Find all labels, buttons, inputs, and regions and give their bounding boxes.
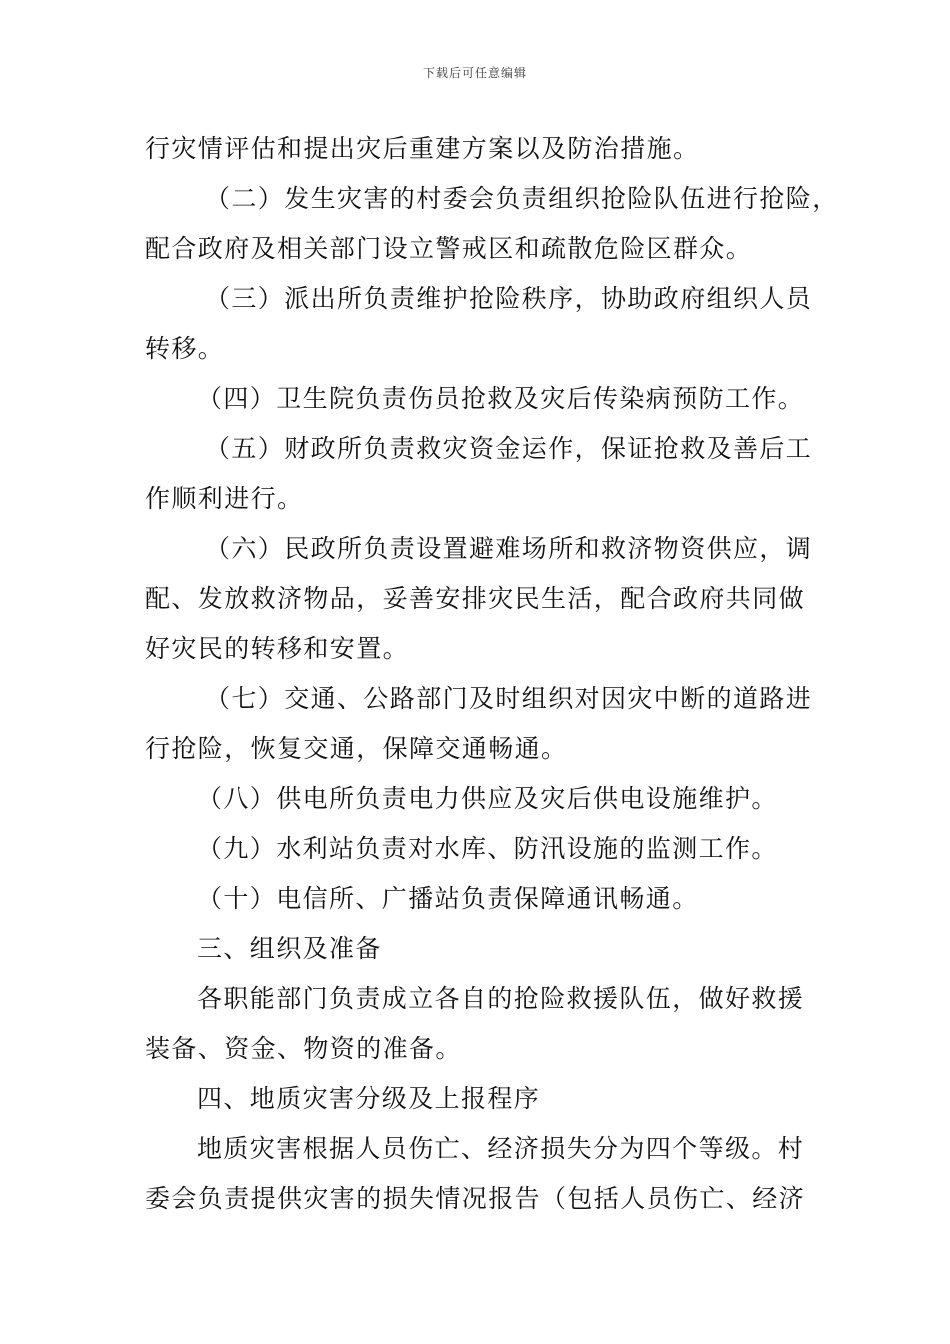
paragraph-line: 各职能部门负责成立各自的抢险救援队伍，做好救援 <box>197 984 805 1013</box>
page-header-note: 下载后可任意编辑 <box>422 66 527 80</box>
paragraph-line: （八）供电所负责电力供应及灾后供电设施维护。 <box>197 784 778 813</box>
paragraph-line: 好灾民的转移和安置。 <box>145 634 410 663</box>
paragraph-line: （七）交通、公路部门及时组织对因灾中断的道路进 <box>205 684 813 713</box>
paragraph-line: （六）民政所负责设置避难场所和救济物资供应，调 <box>205 534 813 563</box>
paragraph-line: 装备、资金、物资的准备。 <box>145 1034 462 1063</box>
document-body <box>145 124 839 1224</box>
paragraph-line: 地质灾害根据人员伤亡、经济损失分为四个等级。村 <box>197 1134 805 1163</box>
paragraph-line: （九）水利站负责对水库、防汛设施的监测工作。 <box>197 834 778 863</box>
paragraph-line: 委会负责提供灾害的损失情况报告（包括人员伤亡、经济 <box>145 1184 806 1213</box>
section-heading: 三、组织及准备 <box>197 934 382 963</box>
paragraph-line: 行灾情评估和提出灾后重建方案以及防治措施。 <box>145 134 700 163</box>
paragraph-line: （四）卫生院负责伤员抢救及灾后传染病预防工作。 <box>197 384 805 413</box>
section-heading: 四、地质灾害分级及上报程序 <box>197 1084 541 1113</box>
paragraph-line: （十）电信所、广播站负责保障通讯畅通。 <box>197 884 699 913</box>
paragraph-line: （二）发生灾害的村委会负责组织抢险队伍进行抢险， <box>205 184 839 213</box>
paragraph-line: 行抢险，恢复交通，保障交通畅通。 <box>145 734 568 763</box>
paragraph-line: 作顺利进行。 <box>145 484 304 513</box>
paragraph-line: 配、发放救济物品，妥善安排灾民生活，配合政府共同做 <box>145 584 806 613</box>
paragraph-line: 配合政府及相关部门设立警戒区和疏散危险区群众。 <box>145 234 753 263</box>
paragraph-line: （三）派出所负责维护抢险秩序，协助政府组织人员 <box>205 284 813 313</box>
paragraph-line: 转移。 <box>145 334 225 363</box>
paragraph-line: （五）财政所负责救灾资金运作，保证抢救及善后工 <box>205 434 813 463</box>
